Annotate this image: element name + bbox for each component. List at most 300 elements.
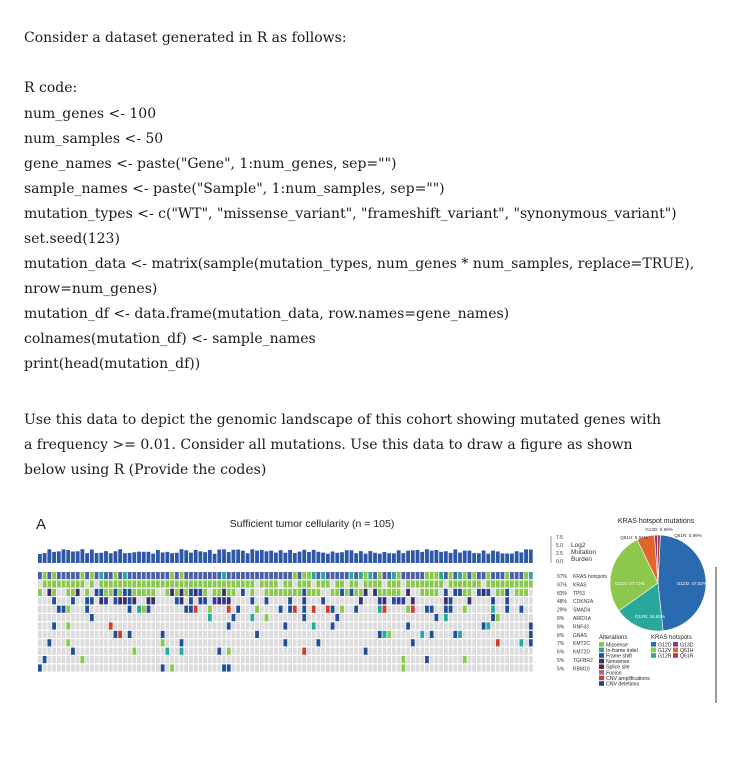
matrix-cell — [137, 606, 141, 613]
burden-bar — [80, 549, 84, 563]
matrix-cell — [335, 606, 339, 613]
matrix-cell — [109, 572, 113, 579]
matrix-cell — [387, 622, 391, 629]
matrix-cell — [90, 631, 94, 638]
matrix-cell — [62, 648, 66, 655]
matrix-cell — [430, 580, 434, 587]
gene-name: TP53 — [573, 590, 585, 597]
matrix-cell — [38, 648, 42, 655]
matrix-cell — [345, 656, 349, 663]
matrix-cell — [364, 589, 368, 596]
matrix-cell — [265, 572, 269, 579]
matrix-cell — [401, 664, 405, 671]
matrix-cell — [132, 614, 136, 621]
matrix-cell — [269, 664, 273, 671]
matrix-cell — [227, 606, 231, 613]
matrix-cell — [175, 639, 179, 646]
matrix-cell — [486, 664, 490, 671]
matrix-cell — [265, 622, 269, 629]
legend-swatch — [599, 670, 604, 675]
matrix-cell — [222, 648, 226, 655]
matrix-cell — [434, 606, 438, 613]
gene-pct: 6% — [557, 649, 565, 656]
matrix-cell — [170, 639, 174, 646]
matrix-cell — [373, 572, 377, 579]
matrix-cell — [524, 664, 528, 671]
matrix-cell — [241, 606, 245, 613]
matrix-cell — [104, 606, 108, 613]
matrix-cell — [147, 664, 151, 671]
matrix-cell — [71, 597, 75, 604]
matrix-cell — [123, 572, 127, 579]
matrix-cell — [430, 614, 434, 621]
panel-label: A — [36, 516, 47, 533]
matrix-cell — [132, 589, 136, 596]
matrix-cell — [321, 614, 325, 621]
matrix-cell — [80, 648, 84, 655]
matrix-cell — [477, 614, 481, 621]
matrix-cell — [142, 631, 146, 638]
matrix-cell — [123, 614, 127, 621]
matrix-cell — [505, 622, 509, 629]
matrix-cell — [401, 580, 405, 587]
matrix-cell — [246, 622, 250, 629]
matrix-cell — [340, 606, 344, 613]
burden-bar — [411, 550, 415, 563]
matrix-cell — [312, 589, 316, 596]
matrix-cell — [142, 648, 146, 655]
matrix-cell — [486, 597, 490, 604]
matrix-cell — [104, 589, 108, 596]
matrix-cell — [453, 631, 457, 638]
matrix-cell — [406, 606, 410, 613]
code-line: mutation_df <- data.frame(mutation_data, row.names=gene_names) — [24, 306, 510, 322]
matrix-cell — [350, 664, 354, 671]
matrix-cell — [246, 589, 250, 596]
matrix-cell — [147, 622, 151, 629]
matrix-cell — [95, 664, 99, 671]
matrix-cell — [307, 656, 311, 663]
matrix-cell — [425, 622, 429, 629]
matrix-cell — [184, 631, 188, 638]
matrix-cell — [132, 606, 136, 613]
code-line: mutation_data <- matrix(sample(mutation_types, num_genes * num_samples, replace=TRUE), — [24, 256, 695, 272]
matrix-cell — [57, 631, 61, 638]
matrix-cell — [222, 664, 226, 671]
matrix-cell — [472, 597, 476, 604]
burden-bar — [505, 554, 509, 563]
burden-bar — [529, 549, 533, 563]
matrix-cell — [147, 639, 151, 646]
matrix-cell — [104, 614, 108, 621]
matrix-cell — [90, 664, 94, 671]
matrix-cell — [161, 597, 165, 604]
matrix-cell — [387, 597, 391, 604]
matrix-cell — [453, 597, 457, 604]
burden-bar — [359, 551, 363, 563]
matrix-cell — [274, 631, 278, 638]
matrix-cell — [501, 656, 505, 663]
matrix-cell — [217, 597, 221, 604]
matrix-cell — [411, 631, 415, 638]
matrix-cell — [359, 580, 363, 587]
burden-tick: 7.5 — [556, 535, 563, 541]
matrix-cell — [359, 597, 363, 604]
matrix-cell — [118, 606, 122, 613]
matrix-cell — [80, 589, 84, 596]
matrix-cell — [208, 631, 212, 638]
matrix-cell — [232, 606, 236, 613]
matrix-cell — [321, 631, 325, 638]
matrix-cell — [472, 580, 476, 587]
matrix-cell — [137, 639, 141, 646]
matrix-cell — [43, 597, 47, 604]
matrix-cell — [491, 622, 495, 629]
matrix-cell — [368, 648, 372, 655]
matrix-cell — [109, 664, 113, 671]
matrix-cell — [279, 614, 283, 621]
gene-name: GNAS — [573, 632, 588, 639]
matrix-cell — [302, 597, 306, 604]
legend-label: Frame shift — [606, 653, 632, 660]
burden-bar — [260, 550, 264, 563]
matrix-cell — [477, 606, 481, 613]
matrix-cell — [529, 597, 533, 604]
matrix-cell — [203, 606, 207, 613]
burden-bar — [57, 551, 61, 563]
matrix-cell — [472, 614, 476, 621]
code-line: colnames(mutation_df) <- sample_names — [24, 331, 316, 347]
matrix-cell — [472, 639, 476, 646]
matrix-cell — [354, 664, 358, 671]
pie-slice-label: G12D: 47.52% — [676, 581, 708, 586]
matrix-cell — [453, 622, 457, 629]
matrix-cell — [189, 656, 193, 663]
hotspots-legend — [651, 635, 694, 660]
matrix-cell — [274, 606, 278, 613]
matrix-cell — [340, 639, 344, 646]
matrix-cell — [425, 580, 429, 587]
matrix-cell — [114, 606, 118, 613]
matrix-cell — [515, 572, 519, 579]
matrix-cell — [444, 614, 448, 621]
matrix-cell — [416, 580, 420, 587]
matrix-cell — [52, 572, 56, 579]
matrix-cell — [359, 622, 363, 629]
legend-label: CNV amplifications — [606, 675, 650, 682]
matrix-cell — [128, 589, 132, 596]
matrix-cell — [85, 648, 89, 655]
matrix-cell — [198, 572, 202, 579]
burden-bar — [114, 551, 118, 563]
matrix-cell — [430, 664, 434, 671]
matrix-cell — [378, 597, 382, 604]
matrix-cell — [62, 656, 66, 663]
matrix-cell — [95, 589, 99, 596]
matrix-cell — [227, 622, 231, 629]
matrix-cell — [180, 606, 184, 613]
matrix-cell — [76, 648, 80, 655]
matrix-cell — [519, 639, 523, 646]
matrix-cell — [458, 648, 462, 655]
matrix-cell — [246, 614, 250, 621]
burden-bar — [373, 553, 377, 563]
matrix-cell — [326, 656, 330, 663]
matrix-cell — [453, 648, 457, 655]
matrix-cell — [482, 597, 486, 604]
matrix-cell — [477, 631, 481, 638]
matrix-cell — [302, 622, 306, 629]
matrix-cell — [392, 614, 396, 621]
code-line: mutation_types <- c("WT", "missense_variant", "frameshift_variant", "synonymous_variant") — [24, 206, 677, 222]
matrix-cell — [387, 614, 391, 621]
burden-bar — [383, 552, 387, 563]
matrix-cell — [109, 639, 113, 646]
matrix-cell — [364, 664, 368, 671]
matrix-cell — [99, 622, 103, 629]
matrix-cell — [198, 622, 202, 629]
matrix-cell — [307, 580, 311, 587]
matrix-cell — [85, 622, 89, 629]
matrix-cell — [515, 622, 519, 629]
matrix-cell — [453, 639, 457, 646]
matrix-cell — [288, 580, 292, 587]
matrix-cell — [104, 639, 108, 646]
matrix-cell — [217, 580, 221, 587]
matrix-cell — [496, 580, 500, 587]
burden-bar — [477, 553, 481, 563]
matrix-cell — [80, 664, 84, 671]
matrix-cell — [510, 664, 514, 671]
matrix-cell — [524, 572, 528, 579]
matrix-cell — [57, 572, 61, 579]
burden-bar — [43, 553, 47, 563]
matrix-cell — [260, 664, 264, 671]
matrix-cell — [227, 597, 231, 604]
matrix-cell — [99, 656, 103, 663]
matrix-cell — [269, 589, 273, 596]
matrix-cell — [241, 656, 245, 663]
matrix-cell — [420, 614, 424, 621]
matrix-cell — [458, 580, 462, 587]
matrix-cell — [118, 648, 122, 655]
matrix-cell — [43, 580, 47, 587]
matrix-cell — [279, 606, 283, 613]
legend-swatch — [651, 653, 656, 658]
matrix-cell — [71, 639, 75, 646]
matrix-cell — [298, 648, 302, 655]
matrix-cell — [232, 589, 236, 596]
matrix-cell — [298, 597, 302, 604]
matrix-cell — [345, 664, 349, 671]
matrix-cell — [38, 606, 42, 613]
code-line: sample_names <- paste("Sample", 1:num_samples, sep="") — [24, 181, 445, 197]
burden-bar — [434, 550, 438, 563]
matrix-cell — [434, 580, 438, 587]
matrix-cell — [66, 622, 70, 629]
matrix-cell — [250, 614, 254, 621]
matrix-cell — [260, 614, 264, 621]
matrix-cell — [151, 639, 155, 646]
matrix-cell — [340, 622, 344, 629]
matrix-cell — [420, 597, 424, 604]
matrix-cell — [137, 631, 141, 638]
matrix-cell — [114, 631, 118, 638]
matrix-cell — [302, 572, 306, 579]
matrix-cell — [439, 580, 443, 587]
matrix-cell — [288, 656, 292, 663]
matrix-cell — [194, 622, 198, 629]
matrix-cell — [434, 572, 438, 579]
matrix-cell — [298, 622, 302, 629]
matrix-cell — [288, 639, 292, 646]
burden-bar — [392, 553, 396, 563]
matrix-cell — [194, 639, 198, 646]
matrix-cell — [109, 597, 113, 604]
matrix-cell — [505, 648, 509, 655]
matrix-cell — [345, 648, 349, 655]
matrix-cell — [57, 656, 61, 663]
matrix-cell — [411, 622, 415, 629]
matrix-cell — [515, 614, 519, 621]
matrix-cell — [444, 580, 448, 587]
matrix-cell — [128, 622, 132, 629]
matrix-cell — [449, 639, 453, 646]
burden-label: Log2 — [571, 542, 586, 549]
matrix-cell — [227, 572, 231, 579]
matrix-cell — [373, 614, 377, 621]
matrix-cell — [439, 664, 443, 671]
matrix-cell — [260, 648, 264, 655]
matrix-cell — [505, 631, 509, 638]
matrix-cell — [208, 597, 212, 604]
matrix-cell — [43, 622, 47, 629]
matrix-cell — [491, 597, 495, 604]
matrix-cell — [501, 589, 505, 596]
matrix-cell — [283, 580, 287, 587]
matrix-cell — [269, 606, 273, 613]
matrix-cell — [213, 622, 217, 629]
matrix-cell — [76, 580, 80, 587]
matrix-cell — [378, 622, 382, 629]
matrix-cell — [123, 622, 127, 629]
matrix-cell — [316, 639, 320, 646]
matrix-cell — [283, 572, 287, 579]
matrix-cell — [458, 572, 462, 579]
burden-tick: 0.0 — [556, 559, 563, 565]
matrix-cell — [147, 572, 151, 579]
instruction-text: Use this data to depict the genomic landscape of this cohort showing mutated genes with a frequency >= 0.01. Consider all mutations. Use this data to draw a figure as shown below using R (Provide the codes) — [24, 412, 661, 478]
matrix-cell — [359, 614, 363, 621]
gene-name: TGFBR2 — [573, 658, 593, 664]
matrix-cell — [519, 572, 523, 579]
matrix-cell — [118, 631, 122, 638]
burden-bar — [47, 549, 51, 563]
matrix-cell — [52, 631, 56, 638]
matrix-cell — [184, 580, 188, 587]
matrix-cell — [151, 597, 155, 604]
matrix-cell — [496, 631, 500, 638]
matrix-cell — [293, 622, 297, 629]
matrix-cell — [175, 622, 179, 629]
matrix-cell — [47, 606, 51, 613]
gene-pct: 97% — [557, 582, 568, 589]
matrix-cell — [416, 597, 420, 604]
legend-swatch — [673, 653, 678, 658]
matrix-cell — [496, 597, 500, 604]
matrix-cell — [38, 622, 42, 629]
matrix-cell — [331, 664, 335, 671]
matrix-cell — [85, 631, 89, 638]
matrix-cell — [529, 572, 533, 579]
matrix-cell — [449, 589, 453, 596]
matrix-cell — [156, 648, 160, 655]
matrix-cell — [118, 597, 122, 604]
matrix-cell — [128, 656, 132, 663]
matrix-cell — [217, 572, 221, 579]
matrix-cell — [128, 606, 132, 613]
matrix-cell — [279, 664, 283, 671]
matrix-cell — [378, 639, 382, 646]
matrix-cell — [307, 614, 311, 621]
matrix-cell — [449, 648, 453, 655]
matrix-cell — [288, 597, 292, 604]
matrix-cell — [109, 648, 113, 655]
matrix-cell — [350, 614, 354, 621]
matrix-cell — [222, 656, 226, 663]
matrix-cell — [293, 648, 297, 655]
matrix-cell — [420, 664, 424, 671]
matrix-cell — [359, 606, 363, 613]
matrix-cell — [434, 614, 438, 621]
matrix-cell — [340, 614, 344, 621]
matrix-cell — [316, 589, 320, 596]
matrix-cell — [519, 622, 523, 629]
matrix-cell — [80, 656, 84, 663]
matrix-cell — [66, 597, 70, 604]
matrix-cell — [293, 572, 297, 579]
matrix-cell — [434, 639, 438, 646]
matrix-cell — [368, 631, 372, 638]
matrix-cell — [99, 631, 103, 638]
matrix-cell — [283, 664, 287, 671]
matrix-cell — [340, 648, 344, 655]
matrix-cell — [104, 656, 108, 663]
matrix-cell — [184, 664, 188, 671]
matrix-cell — [279, 639, 283, 646]
matrix-cell — [298, 614, 302, 621]
matrix-cell — [316, 580, 320, 587]
matrix-cell — [288, 648, 292, 655]
burden-bar — [463, 551, 467, 563]
matrix-cell — [95, 606, 99, 613]
matrix-cell — [515, 580, 519, 587]
matrix-cell — [387, 572, 391, 579]
matrix-cell — [510, 606, 514, 613]
matrix-cell — [316, 648, 320, 655]
matrix-cell — [198, 639, 202, 646]
matrix-cell — [217, 631, 221, 638]
matrix-cell — [364, 631, 368, 638]
matrix-cell — [501, 631, 505, 638]
matrix-cell — [331, 597, 335, 604]
burden-bar — [482, 550, 486, 563]
matrix-cell — [274, 622, 278, 629]
matrix-cell — [151, 656, 155, 663]
burden-bar — [62, 549, 66, 563]
matrix-cell — [397, 664, 401, 671]
matrix-cell — [213, 589, 217, 596]
